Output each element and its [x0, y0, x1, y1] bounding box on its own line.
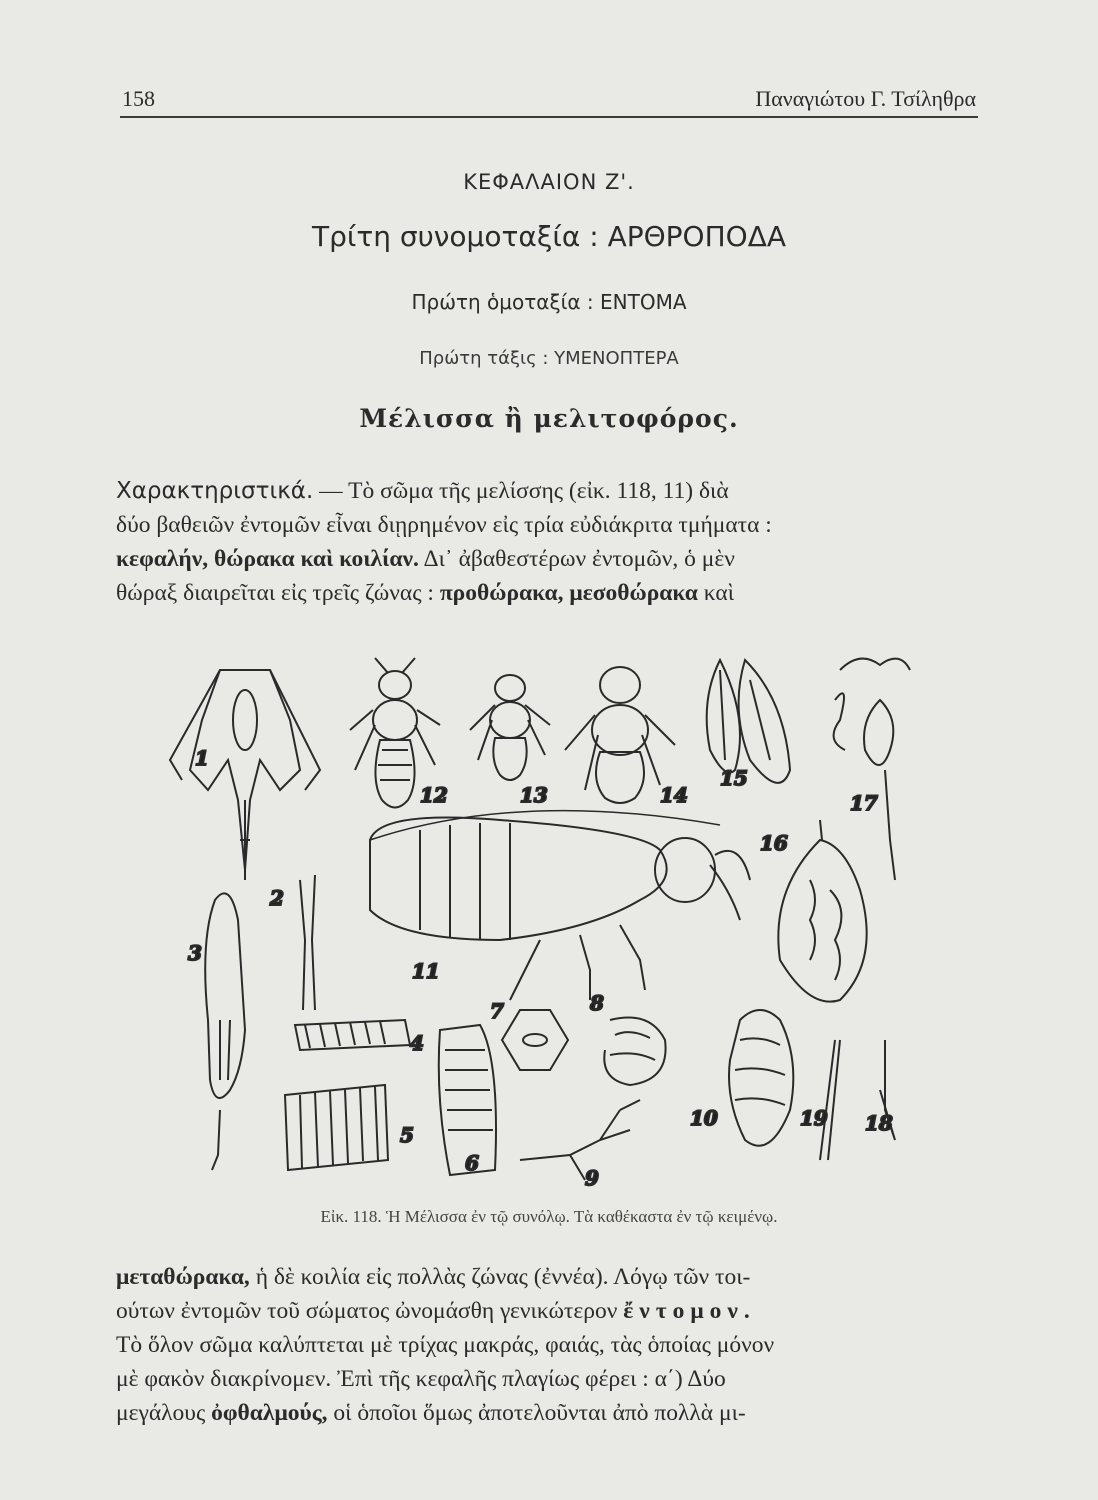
comb-section-drawing: [285, 1085, 388, 1170]
bold-run: προθώρακα, μεσοθώρακα: [439, 580, 698, 606]
pupa-drawing: [729, 1010, 793, 1146]
figure-label-8: 8: [590, 991, 604, 1015]
text-run: — Τὸ σῶμα τῆς μελίσσης (εἰκ. 118, 11) διὰ: [313, 478, 729, 504]
honeycomb-drawing: [295, 1020, 410, 1050]
page-header: [120, 82, 978, 118]
text-run: μεγάλους: [116, 1400, 212, 1426]
subphylum-heading: Τρίτη συνομοταξία : ΑΡΘΡΟΠΟΔΑ: [311, 220, 787, 253]
tracheae-drawing: [520, 1100, 640, 1180]
text-line: μὲ φακὸν διακρίνομεν. Ἐπὶ τῆς κεφαλῆς πλαγίως φέρει : α΄) Δύο: [116, 1366, 726, 1392]
text-run: καὶ: [697, 580, 735, 606]
figure-label-2: 2: [270, 886, 284, 910]
bold-run: μεταθώρακα,: [116, 1264, 250, 1290]
lead-word: Χαρακτηριστικά.: [116, 478, 314, 504]
figure-label-18: 18: [865, 1111, 893, 1135]
figure-label-12: 12: [420, 783, 448, 807]
text-line: [116, 576, 978, 610]
figure-label-11: 11: [412, 959, 440, 983]
chapter-heading: ΚΕΦΑΛΑΙΟΝ Ζ'.: [463, 170, 635, 194]
larva-drawing: [604, 1018, 665, 1086]
figure-label-16: 16: [760, 831, 788, 855]
figure-label-1: 1: [195, 746, 209, 770]
figure-label-9: 9: [585, 1166, 599, 1190]
text-run: θώραξ διαιρεῖται εἰς τρεῖς ζώνας :: [116, 580, 440, 606]
text-run: ἡ δὲ κοιλία εἰς πολλὰς ζώνας (ἐννέα). Λόγῳ τῶν τοι-: [249, 1264, 751, 1290]
text-run: ούτων ἐντομῶν τοῦ σώματος ὠνομάσθη γενικώτερον: [116, 1298, 624, 1324]
paragraph-characteristics: [116, 474, 978, 610]
text-line: δύο βαθειῶν ἐντομῶν εἶναι διῃρημένον εἰς τρία εὐδιάκριτα τμήματα :: [116, 512, 772, 538]
figure-label-14: 14: [660, 783, 688, 807]
bee-illustration-figure: [120, 640, 980, 1200]
hexagonal-cell-drawing: [502, 1010, 568, 1070]
drone-bee-drawing: [565, 667, 675, 803]
text-line: [116, 542, 978, 576]
page-number: 158: [122, 86, 155, 111]
text-run: οἱ ὁποῖοι ὅμως ἀποτελοῦνται ἀπὸ πολλὰ μι-: [327, 1400, 746, 1426]
figure-label-6: 6: [465, 1151, 479, 1175]
sting-parts-drawing: [820, 1040, 895, 1160]
figure-label-13: 13: [520, 783, 548, 807]
figure-caption: Εἰκ. 118. Ἡ Μέλισσα ἐν τῷ συνόλῳ. Τὰ καθέκαστα ἐν τῷ κειμένῳ.: [320, 1207, 778, 1226]
figure-label-3: 3: [188, 941, 202, 965]
bold-run: κεφαλήν, θώρακα καὶ κοιλίαν.: [116, 546, 419, 572]
running-head: Παναγιώτου Γ. Τσίληθρα: [755, 86, 976, 111]
spaced-term: ἔντομον.: [623, 1298, 756, 1324]
class-heading: Πρώτη ὁμοταξία : ΕΝΤΟΜΑ: [411, 290, 687, 314]
bold-run: ὀφθαλμούς,: [211, 1400, 328, 1426]
text-line: [116, 1294, 978, 1328]
figure-label-4: 4: [410, 1031, 424, 1055]
worker-bee-drawing: [470, 675, 550, 780]
mouthparts-drawing: [170, 670, 320, 880]
figure-label-19: 19: [800, 1106, 828, 1130]
paragraph-continuation: [116, 1260, 978, 1430]
bee-anatomy-illustration: [120, 640, 980, 1200]
wings-drawing: [707, 660, 790, 783]
figure-label-5: 5: [400, 1123, 414, 1147]
cocoon-drawing: [778, 820, 866, 1002]
article-title: Μέλισσα ἢ μελιτοφόρος.: [359, 404, 739, 433]
stinger-detail-drawing: [300, 875, 315, 1010]
figure-label-10: 10: [690, 1106, 718, 1130]
order-heading: Πρώτη τάξις : ΥΜΕΝΟΠΤΕΡΑ: [419, 348, 679, 369]
figure-label-15: 15: [720, 766, 748, 790]
sting-apparatus-drawing: [834, 659, 910, 880]
text-run: Δι᾿ ἀβαθεστέρων ἐντομῶν, ὁ μὲν: [418, 546, 735, 572]
text-line: [116, 474, 978, 508]
figure-label-17: 17: [850, 791, 878, 815]
text-line: [116, 1396, 978, 1430]
figure-label-7: 7: [490, 999, 504, 1023]
text-line: Τὸ ὅλον σῶμα καλύπτεται μὲ τρίχας μακράς, φαιάς, τὰς ὁποίας μόνον: [116, 1332, 775, 1358]
text-line: [116, 1260, 978, 1294]
hind-leg-drawing: [205, 893, 245, 1170]
